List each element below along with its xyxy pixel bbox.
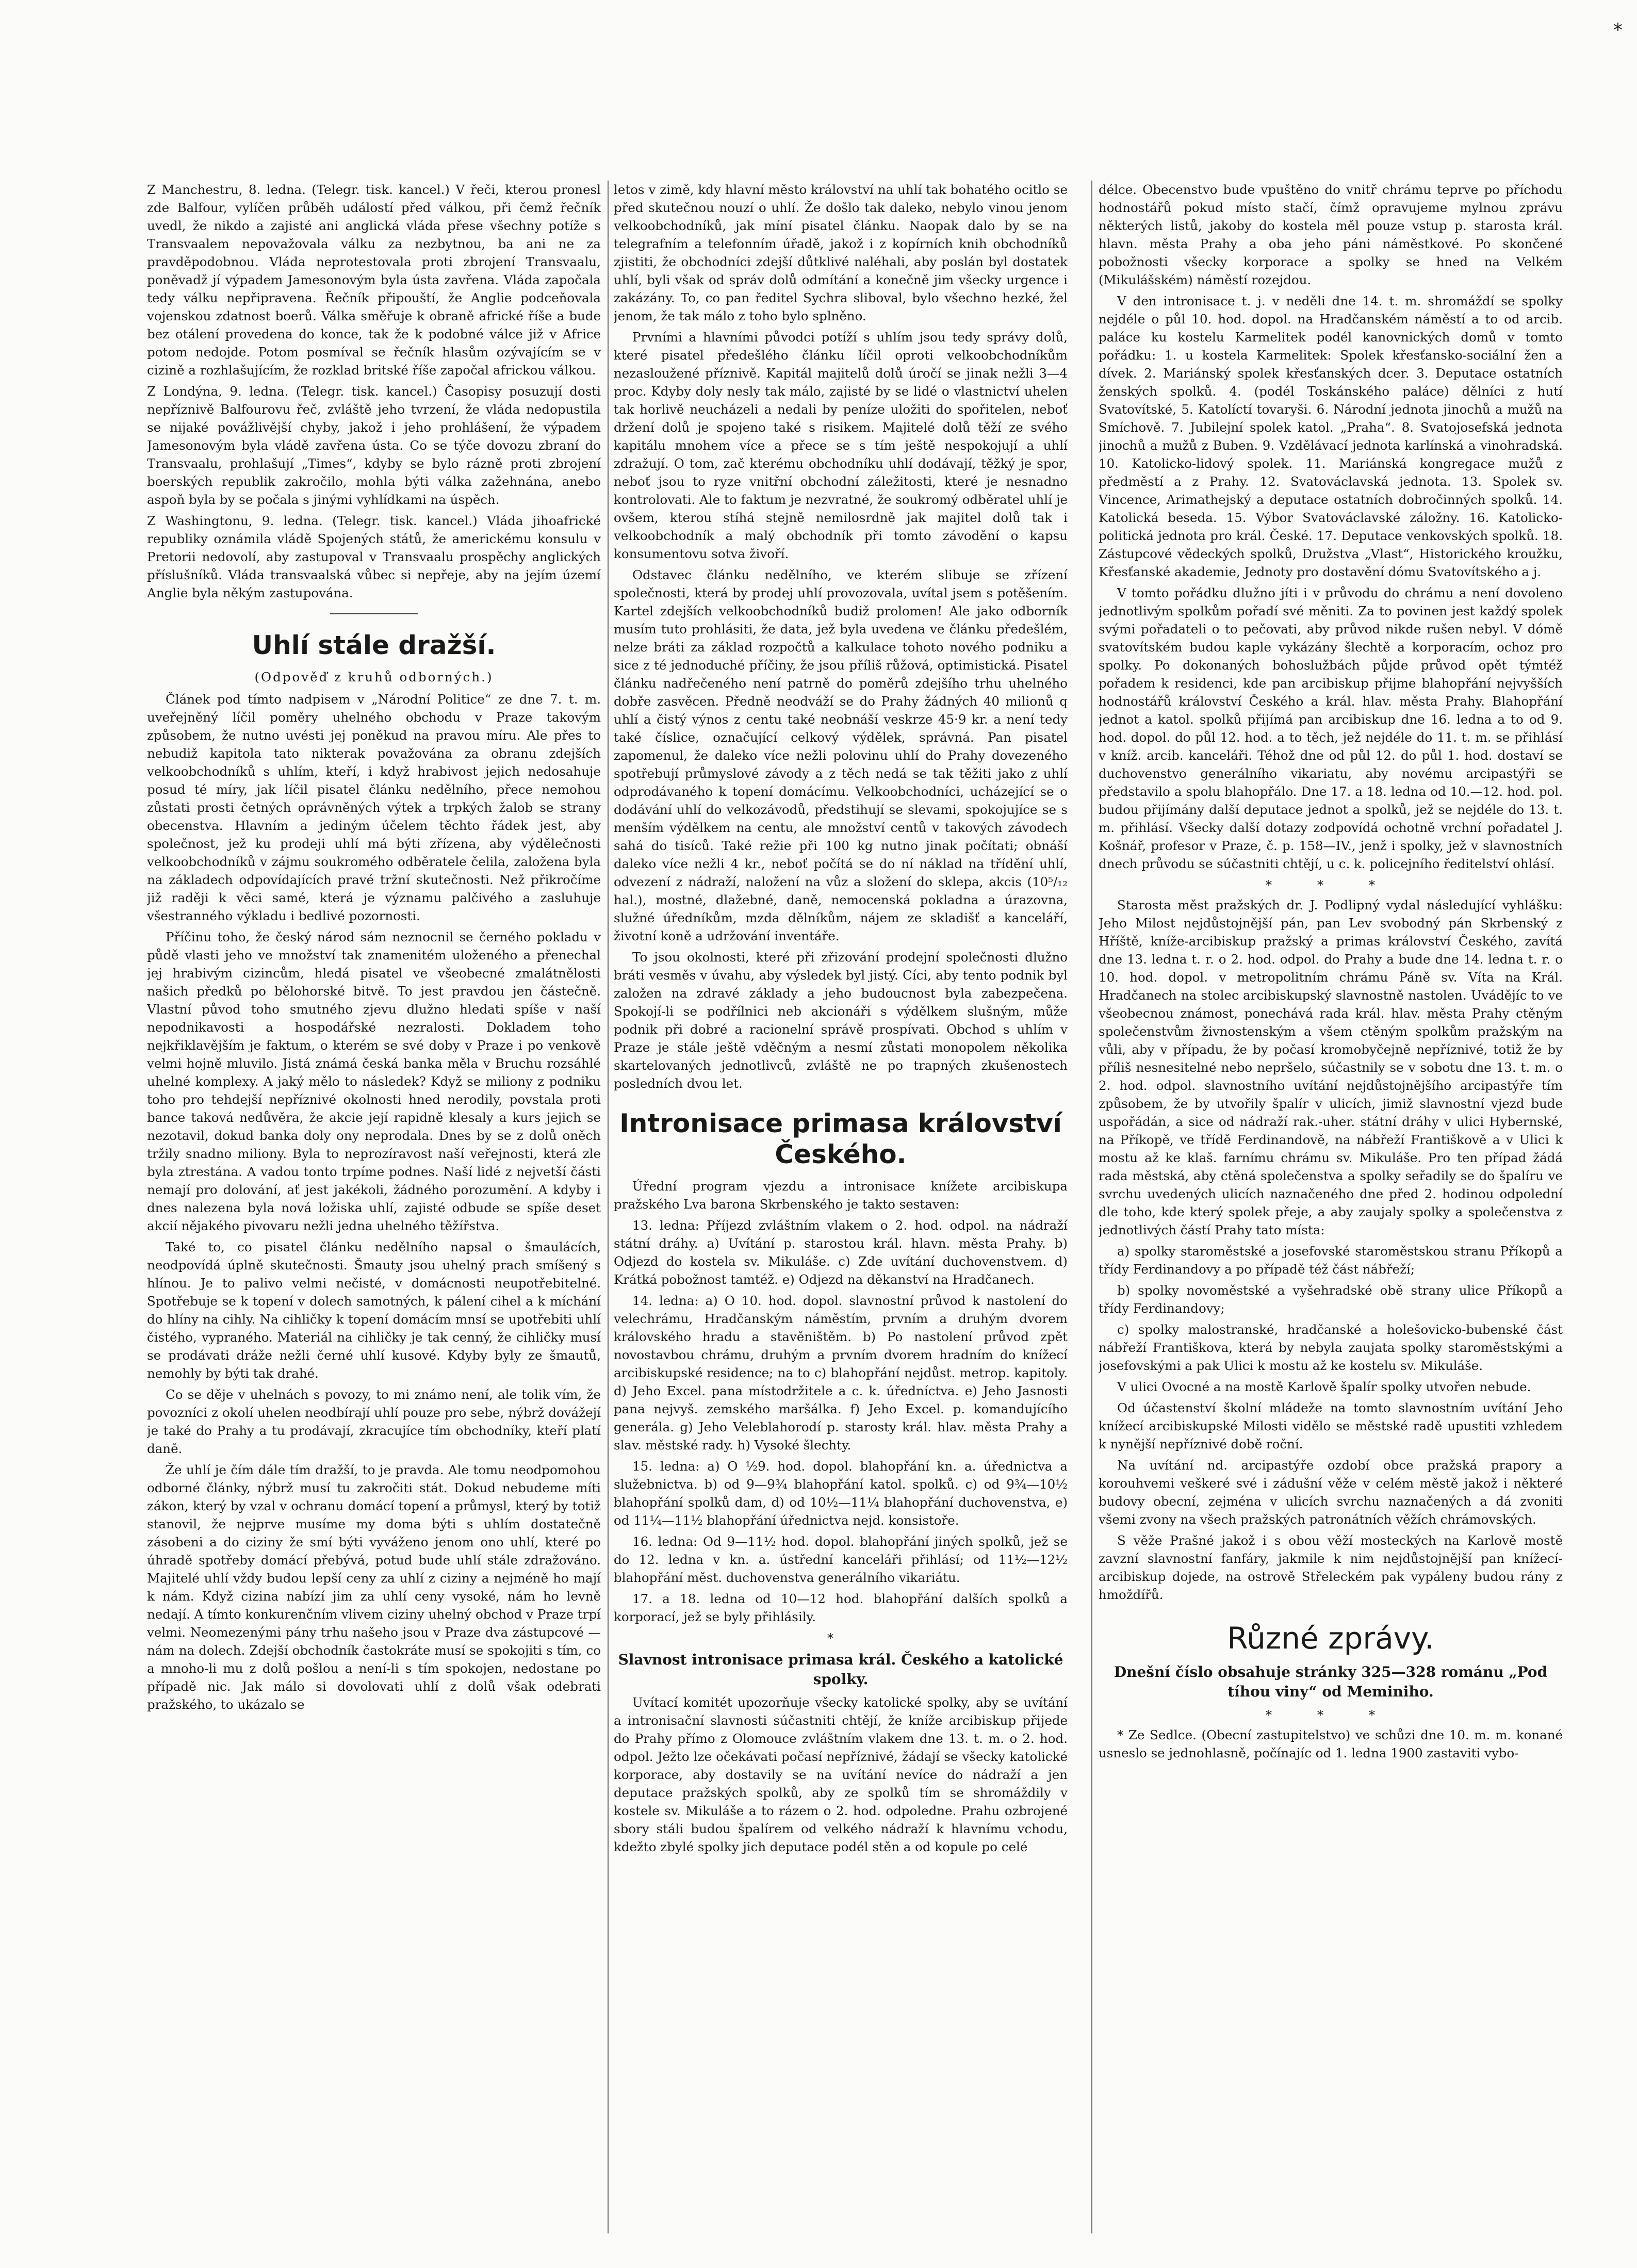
separator-stars: * * * (1265, 1707, 1396, 1722)
program-day-13: 13. ledna: Příjezd zvláštním vlakem o 2. hod. odpol. na nádraží státní dráhy. a) Uvítání p. starostou král. hlavn. města Prahy. b) Odjezd do kostela sv. Mikuláše. c) Zde uvítání duchovenstvem. d) Krátká pobožnost tamtéž. e) Odjezd na děkanství na Hradčanech. (614, 1218, 1068, 1287)
article-paragraph: Úřední program vjezdu a intronisace knížete arcibiskupa pražského Lva barona Skrbenského je takto sestaven: (614, 1179, 1068, 1212)
article-paragraph: Příčinu toho, že český národ sám neznocnil se černého pokladu v půdě vlasti jeho ve množství tak znamenitém uloženého a přenechal jej hrabivým cizincům, hledá pisatel ve všeobecné zmalátnělosti našich předků po bělohorské bitvě. To jest pravdou jen částečně. Vlastní původ toho smutného zjevu dlužno hledati spíše v naší nepodnikavosti a hospodářské nezralosti. Dokladem toho nejkřiklavějším je faktum, o kterém se své doby v Praze i po venkově velmi hojně mluvilo. Jistá známá česká banka měla v Bruchu rozsáhlé uhelné komplexy. A jaký mělo to následek? Když se miliony z podniku toho pro tehdejší nepříznivé okolnosti hned nerodily, povstala proti bance taková nedůvěra, že akcie její rapidně klesaly a kurs jejich se nezotavil, dokud banka doly ony neprodala. Dnes by se z dolů oněch tržily snadno miliony. Byla to neprozíravost naší veřejnosti, která zle byla ztrestána. A vadou tonto trpíme podnes. Naší lidé z nejvetší části nemají pro dolování, ať jest jakékoli, žádného porozumění. A kdyby i dnes nalezena byla nová ložiska uhlí, zajisté odbude se spíše deset akcií nějakého pivovaru nežli jedna uhelného těžířstva. (147, 929, 601, 1233)
news-washington: Z Washingtonu, 9. ledna. (Telegr. tisk. kancel.) Vláda jihoafrické republiky oznámila vládě Spojených států, že americkému konsulu v Pretorii nedovolí, aby zastupoval v Transvaalu prospěchy anglických příslušníků. Vláda transvaalská vůbec si nepřeje, aby na jejím území Anglie byla někým zastupována. (147, 513, 601, 600)
list-item: c) spolky malostranské, hradčanské a holešovicko-bubenské část nábřeží Františkova, která by nebyla zaujata spolky staroměstskými a josefovskými a pak Ulici k mostu až ke kostelu sv. Mikuláše. (1099, 1322, 1563, 1373)
separator-star: * (827, 1630, 855, 1645)
news-manchester: Z Manchestru, 8. ledna. (Telegr. tisk. kancel.) V řeči, kterou pronesl zde Balfour, vylíčen průběh událostí před válkou, při čemž řečník uvedl, že nikdo a zajisté ani anglická vláda přese všechny potíže s Transvaalem nepovažovala válku za nezbytnou, ba ani ne za pravděpodobnou. Vláda neprotestovala proti zbrojení Transvaalu, poněvadž jí výpadem Jamesonovým byla ústa zavřena. Vláda započala tedy válku nepřipravena. Řečník připouští, že Anglie podceňovala vojenskou zdatnost boerů. Válka směřuje k obraně africké říše a bude bez otálení provedena do konce, tak že k podobné válce již v Africe potom nedojde. Potom posmíval se řečník hlasům ozývajícím se v cizině a rozhlašujícím, že rozklad britské říše započal africkou válkou. (147, 182, 601, 378)
program-day-14: 14. ledna: a) O 10. hod. dopol. slavnostní průvod k nastolení do velechrámu, Hradčanským náměstím, prvním a druhým dvorem královského hradu a stavěništěm. b) Po nastolení průvod zpět novostavbou chrámu, druhým a prvním dvorem hradním do knížecí arcibiskupské residence; na to c) blahopřání nejdůst. metrop. kapitoly. d) Jeho Excel. pana místodržitele a c. k. úředníctva. e) Jeho Jasnosti pana nejvyš. zemského maršálka. f) Jeho Excel. p. komandujícího generála. g) Jeho Veleblahorodí p. starosty král. hlav. města Prahy a slav. městské rady. h) Vysoké šlechty. (614, 1293, 1068, 1453)
article-paragraph: délce. Obecenstvo bude vpuštěno do vnitř chrámu teprve po příchodu hodnostářů pokud místo stačí, čímž opravujeme mylnou zprávu některých listů, jakoby do kostela měl pouze vstup p. starosta král. hlavn. města Prahy a oba jeho páni náměstkové. Po skončené pobožnosti všecky korporace a spolky se hned na Velkém (Mikulášském) náměstí rozejdou. (1099, 182, 1563, 287)
article-subtitle-coal: (Odpověď z kruhů odborných.) (254, 670, 494, 684)
article-paragraph: V den intronisace t. j. v neděli dne 14. t. m. shromáždí se spolky nejdéle o půl 10. hod. dopol. na Hradčanském náměstí a to od arcib. paláce ku kostelu Karmelitek podél kanovnických domů v tomto pořádku: 1. u kostela Karmelitek: Spolek křesťansko-sociální žen a dívek. 2. Mariánský spolek křesťanských dcer. 3. Deputace ostatních ženských spolků. 4. (podél Toskánského paláce) dělníci z hutí Svatovítské, 5. Katolíctí tovaryši. 6. Národní jednota jinochů a mužů na Smíchově. 7. Jubilejní spolek katol. „Praha“. 8. Svatojosefská jednota jinochů a mužů z Buben. 9. Vzdělávací jednota karlínská a vinohradská. 10. Katolicko-lidový spolek. 11. Mariánská kongregace mužů z předměstí a z Prahy. 12. Svatováclavská jednota. 13. Spolek sv. Vincence, Arimathejský a deputace ostatních dobročinných spolků. 14. Katolická beseda. 15. Výbor Svatováclavské záložny. 16. Katolicko-politická jednota pro král. České. 17. Deputace venkovských spolků. 18. Zástupcové vědeckých spolků, Družstva „Vlast“, Historického kroužku, Křesťanské akademie, Jednoty pro dostavění dómu Svatovítského a j. (1099, 293, 1563, 579)
column-1 (147, 181, 601, 2233)
news-london: Z Londýna, 9. ledna. (Telegr. tisk. kancel.) Časopisy posuzují dosti nepříznivě Balfourovu řeč, zvláště jeho tvrzení, že vláda nedopustila se nijaké povážlivější chyby, jakož i jeho prohlášení, že výpadem Jamesonovým byla vládě zavřena ústa. Co se týče dovozu zbraní do Transvaalu, prohlašují „Times“, kdyby se bylo rázně proti zbrojení boerských republik zakročilo, mohla býti válka zažehnána, anebo aspoň byla by se počala s jinými vyhlídkami na úspěch. (147, 384, 601, 507)
article-title-intronisation: Intronisace primasa království Českého. (619, 1108, 1062, 1169)
article-paragraph: Starosta měst pražských dr. J. Podlipný vydal následující vyhlášku: Jeho Milost nejdůstojnější pán, pan Lev svobodný pán Skrbenský z Hříště, kníže-arcibiskup pražský a primas království Českého, zavítá dne 13. ledna t. r. o 2. hod. odpol. do Prahy a bude dne 14. ledna t. r. o 10. hod. dopol. v metropolitním chrámu Páně sv. Víta na Král. Hradčanech na stolec arcibiskupský slavnostně nastolen. Uvádějíc to ve všeobecnou známost, ponechává rada král. hlav. města Prahy ctěným společenstvům živnostenským a všem ctěným spolkům pražským na vůli, aby v případu, že by počasí kromobyčejně nepříznivé, totiž že by příliš nesnesitelné nebo nepršelo, súčastnily se v sobotu dne 13. t. m. o 2. hod. odpol. slavnostního uvítání nejdůstojnějšího arcipastýře tím způsobem, že by utvořily špalír v ulicích, jimiž slavnostní vjezd bude uspořádán, a sice od nádraží rak.-uher. státní dráhy v ulici Hybernské, na Příkopě, ve třídě Ferdinandově, na nábřeží Františkově a v Ulici k mostu až ke klaš. farnímu chrámu sv. Mikuláše. Pro ten případ žádá rada městská, aby ctěná společenstva a spolky seřadily se do špalíru ve svrchu uvedených ulicích naznačeného dne před 2. hodinou odpolední dle toho, kde který spolek přeje, a aby zaujaly spolky a společenstva z jednotlivých částí Prahy tato místa: (1099, 898, 1563, 1237)
list-item: a) spolky staroměstské a josefovské staroměstskou stranu Příkopů a třídy Ferdinandovy a po případě též část nábřeží; (1099, 1244, 1563, 1277)
article-paragraph: S věže Prašné jakož i s obou věží mosteckých na Karlově mostě zavzní slavnostní fanfáry, jakmile k nim nejdůstojnější pan knížecí-arcibiskup dojede, na ostrově Střeleckém pak vypáleny budou rány z hmoždířů. (1099, 1533, 1563, 1602)
article-paragraph: To jsou okolnosti, které při zřizování prodejní společnosti dlužno bráti vesměs v úvahu, aby výsledek byl jistý. Cíci, aby tento podnik byl založen na zdravé základy a jeho budoucnost byla zabezpečena. Spokojí-li se podřílnici neb akcionáři s výdělkem slušným, může podnik při dobré a racionelní správě prospívati. Obchod s uhlím v Praze je stále ještě vděčným a nesmí zůstati monopolem několika skartelovaných jednotlivců, zvláště ne po trapných zkušenostech posledních dvou let. (614, 950, 1068, 1091)
section-divider (330, 613, 418, 614)
article-paragraph: Odstavec článku nedělního, ve kterém slibuje se zřízení společnosti, která by prodej uhlí provozovala, uvítal jsem s potěšením. Kartel zdejších velkoobchodníků budiž prolomen! Ale jako odborník musím tuto prohlásiti, že data, jež byla uvedena ve článku předešlém, nelze bráti za základ rozpočtů a kalkulace tohoto nového podniku a sice z té jednoduché příčiny, že jsou příliš růžová, optimistická. Pisatel článku nadřečeného není patrně do poměrů zdejšího trhu uhelného dobře zasvěcen. Předně neodváží se do Prahy žádných 40 milionů q uhlí a čistý výnos z centu také neobnáší veskrze 45·9 kr. a není tedy také číslice, označující celkový výdělek, správná. Pan pisatel zapomenul, že daleko více nežli polovinu uhlí do Prahy dovezeného spotřebují průmyslové závody a z těch nedá se tak těžiti jako z uhlí odprodávaného k topení domácímu. Velkoobchodníci, ucházející se o dodávání uhlí do velkozávodů, předstihují se slevami, spokojujíce se s menším výdělkem na centu, ale množství centů v takových závodech sahá do tisíců. Také režie při 100 kg nutno jinak počítati; obnáší daleko více nežli 4 kr., neboť počítá se do ní náklad na třídění uhlí, odvezení z nádraží, naložení na vůz a složení do sklepa, akcis (10⁵/₁₂ hal.), mostné, dlažebné, daně, nemocenská pokladna a úrazovna, služné úředníkům, mzda dělníkům, nájem ze skladišť a kanceláří, životní koně a udržování inventáře. (614, 567, 1068, 943)
serial-notice: Dnešní číslo obsahuje stránky 325—328 románu „Pod tíhou viny“ od Meminiho. (1114, 1663, 1548, 1700)
subheading-catholic-societies: Slavnost intronisace primasa král. Českého a katolické spolky. (618, 1651, 1063, 1688)
article-paragraph: Uvítací komitét upozorňuje všecky katolické spolky, aby se uvítání a intronisační slavnosti súčastniti chtějí, že kníže arcibiskup přijede do Prahy přímo z Olomouce zvláštním vlakem dne 13. t. m. o 2. hod. odpol. Ježto lze očekávati počasí nepříznivé, žádají se všecky katolické korporace, aby dostavily se na uvítání nevíce do nádraží a jen deputace pražských spolků, aby ze spolků tím se shromáždily v kostele sv. Mikuláše a to rázem o 2. hod. odpoledne. Prahu ozbrojené sbory stáli budou špalírem od velkého nádraží k hlavnímu vchodu, kdežto zbylé spolky jich deputace podél stěn a od kopule po celé (614, 1695, 1068, 1854)
article-paragraph: V ulici Ovocné a na mostě Karlově špalír spolky utvořen nebude. (1117, 1379, 1531, 1394)
column-3 (1099, 181, 1563, 2233)
program-day-16: 16. ledna: Od 9—11½ hod. dopol. blahopřání jiných spolků, jež se do 12. ledna v kn. a. ústřední kanceláři přihlásí; od 11½—12½ blahopřání měst. duchovenstva generálního vikariátu. (614, 1534, 1068, 1585)
program-day-17-18: 17. a 18. ledna od 10—12 hod. blahopřání dalších spolků a korporací, jež se byly přihlásily. (614, 1591, 1068, 1624)
article-paragraph: Prvními a hlavními původci potíží s uhlím jsou tedy správy dolů, které pisatel předešlého článku líčil oproti velkoobchodníkům nezasloužené příznivě. Kapitál majitelů dolů úročí se jinak nežli 3—4 proc. Kdyby doly nesly tak málo, zajisté by se lidé o vlastnictví uhelen tak horlivě neucházeli a nedali by peníze uložiti do spořitelen, neboť držení dolů je spojeno také s risikem. Majitelé dolů těží ze svého kapitálu mnohem více a přece se s tím ještě nespokojují a uhlí zdražují. O tom, zač kterému obchodníku uhlí dodávají, těžký je spor, neboť jsou to ryze vnitřní obchodní záležitosti, které je nesnadno kontrolovati. Ale to faktum je nezvratné, že soukromý odběratel uhlí je ovšem, kterou stíhá stejně nemilosrdně jak majitel dolů tak i velkoobchodník a malý obchodník při tomto závodění o kapsu konsumentovu sotva živoří. (614, 330, 1068, 561)
article-paragraph: V tomto pořádku dlužno jíti i v průvodu do chrámu a není dovoleno jednotlivým spolkům pořadí své měniti. Za to povinen jest každý spolek svými pořadateli o to pečovati, aby průvod nikde rušen nebyl. V dómě svatovítském budou kaple vykázány šlechtě a korporacím, ochoz pro spolky. Po dokonaných bohoslužbách půjde průvod opět týmtéž pořadem k residenci, kde pan arcibiskup přijme blahopřání nejvyšších hodnostářů království Českého a král. hlav. města Prahy. Blahopřání jednot a katol. spolků přijímá pan arcibiskup dne 16. ledna a to od 9. hod. dopol. do půl 12. hod. a to těch, jež nejdéle do 11. t. m. se přihlásí v kníž. arcib. kanceláři. Téhož dne od půl 12. do půl 1. hod. dostaví se duchovenstvo generálního vikariatu, aby novému arcipastýři se představilo a spolu blahopřálo. Dne 17. a 18. ledna od 10.—12. hod. pol. budou přijímány další deputace jednot a spolků, jež se nejdéle do 13. t. m. přihlásí. Všecky další dotazy zodpovídá ochotně vrchní pořadatel J. Košnář, profesor v Praze, č. p. 158—IV., jenž i spolky, jež v slavnostních dnech průvodu se súčastniti chtějí, u c. k. policejního ředitelství ohlásí. (1099, 585, 1563, 871)
article-paragraph: Na uvítání nd. arcipastýře ozdobí obce pražská prapory a korouhvemi veškeré své i zádušní věže v celém městě jakož i některé budovy obecní, zejména v ulicích svrchu naznačených a dá zvoniti všemi zvony na všech pražských patronátních věžích chrámovských. (1099, 1458, 1563, 1527)
article-paragraph: Také to, co pisatel článku nedělního napsal o šmaulácích, neodpovídá úplně skutečnosti. Šmauty jsou uhelný prach smíšený s hlínou. Je to palivo velmi nečisté, v domácnosti neupotřebitelné. Spotřebuje se k topení v dolech samotných, k pálení cihel a k míchání do hlíny na cihly. Na cihličky k topení domácím mnsí se upotřebiti uhlí čistého, vypraného. Materiál na cihličky je tak cenný, že cihličky musí se prodávati dráže nežli černé uhlí kusové. Kdyby byly ze šmautů, nemohly by býti tak drahé. (147, 1239, 601, 1381)
column-divider-1 (608, 181, 609, 2233)
article-paragraph: Že uhlí je čím dále tím dražší, to je pravda. Ale tomu neodpomohou odborné články, nýbrž musí tu zakročiti stát. Dokud nebudeme míti zákon, který by vzal v ochranu domácí topení a průmysl, který by totiž stanovil, že nejprve musíme my doma býti s uhlím dostatečně zásobeni a do ciziny že smí býti vyváženo jenom ono uhlí, které po úhradě spotřeby domácí přebývá, potud bude uhlí stále zdražováno. Majitelé uhlí vždy budou lepší ceny za uhlí z ciziny a nejméně ho mají k nám. Když cizina nabízí jim za uhlí ceny vysoké, nám ho levně nedají. A tímto konkurenčním vlivem ciziny uhelný obchod v Praze trpí velmi. Neomezenými pány trhu našeho jsou v Praze dva zástupcové — nám na dolech. Zdejší obchodník častokráte musí se spokojiti s tím, co a mnoho-li mu z dolů pošlou a není-li s tím spokojen, nedostane po případě nic. Jak málo si dovolovati uhlí z dolů však odebrati pražského, to ukázalo se (147, 1462, 601, 1712)
separator-stars: * * * (1265, 877, 1396, 892)
article-title-coal: Uhlí stále dražší. (252, 630, 496, 660)
column-2 (614, 181, 1068, 2233)
news-sedlec: * Ze Sedlce. (Obecní zastupitelstvo) ve schůzi dne 10. m. m. konané usneslo se jednohlasně, počínajíc od 1. ledna 1900 zastaviti vybo- (1099, 1727, 1563, 1760)
edge-asterisk: * (1613, 20, 1623, 41)
article-paragraph: letos v zimě, kdy hlavní město království na uhlí tak bohatého ocitlo se před skutečnou nouzí o uhlí. Že došlo tak daleko, nebylo vinou jenom velkoobchodníků, jak míní pisatel článku. Naopak dalo by se na telegrafním a telefonním úřadě, jakož i z kopírních knih obchodníků zjistiti, že obchodníci zdejší důtklivé naléhali, aby poslán byl dostatek uhlí, byli však od správ dolů odmítání a konečně jim všecky urgence i zakázány. To, co pan ředitel Sychra sliboval, bylo všechno hezké, žel jenom, že tak málo z toho bylo splněno. (614, 182, 1068, 323)
program-day-15: 15. ledna: a) O ½9. hod. dopol. blahopřání kn. a. úřednictva a služebnictva. b) od 9—9¾ blahopřání katol. spolků. c) od 9¾—10½ blahopřání spolků dam, d) od 10½—11¼ blahopřání duchovenstva, e) od 11¼—11½ blahopřání úřednictva nejd. konsistoře. (614, 1459, 1068, 1528)
section-title-various-news: Různé zprávy. (1227, 1621, 1434, 1656)
column-divider-2 (1091, 181, 1092, 2233)
article-paragraph: Co se děje v uhelnách s povozy, to mi známo není, ale tolik vím, že povozníci z okolí uhelen neodbírají uhlí pouze pro sebe, nýbrž dovážejí je také do Prahy a tu prodávají, zkracujíce tím obchodníky, kteří platí daně. (147, 1387, 601, 1456)
list-item: b) spolky novoměstské a vyšehradské obě strany ulice Příkopů a třídy Ferdinandovy; (1099, 1283, 1563, 1316)
article-paragraph: Článek pod tímto nadpisem v „Národní Politice“ ze dne 7. t. m. uveřejněný líčil poměry uhelného obchodu v Praze takovým způsobem, že nutno uvésti jej poněkud na pravou míru. Ale přes to nebudiž kapitola tato nikterak považována za obranu zdejších velkoobchodníků s uhlím, kteří, i když hrabivost jejich nedosahuje posud té míry, jak líčil pisatel článku nedělního, přece nemohou zůstati prosti četných oprávněných výtek a trpkých žalob se strany obecenstva. Hlavním a jediným účelem těchto řádek jest, aby společnost, jež ku prodeji uhlí má býti zřízena, aby výdělečnosti velkoobchodníků v zájmu soukromého odběratele čelila, založena byla na základech odpovídajících pravé tržní skutečnosti. Než přikročíme již raději k věci samé, která je významu palčivého a zasluhuje všestranného výkladu i bedlivé pozornosti. (147, 692, 601, 923)
article-paragraph: Od účastenství školní mládeže na tomto slavnostním uvítání Jeho knížecí arcibiskupské Milosti vidělo se městské radě upustiti vzhledem k nynější nepříznivé době roční. (1099, 1400, 1563, 1451)
